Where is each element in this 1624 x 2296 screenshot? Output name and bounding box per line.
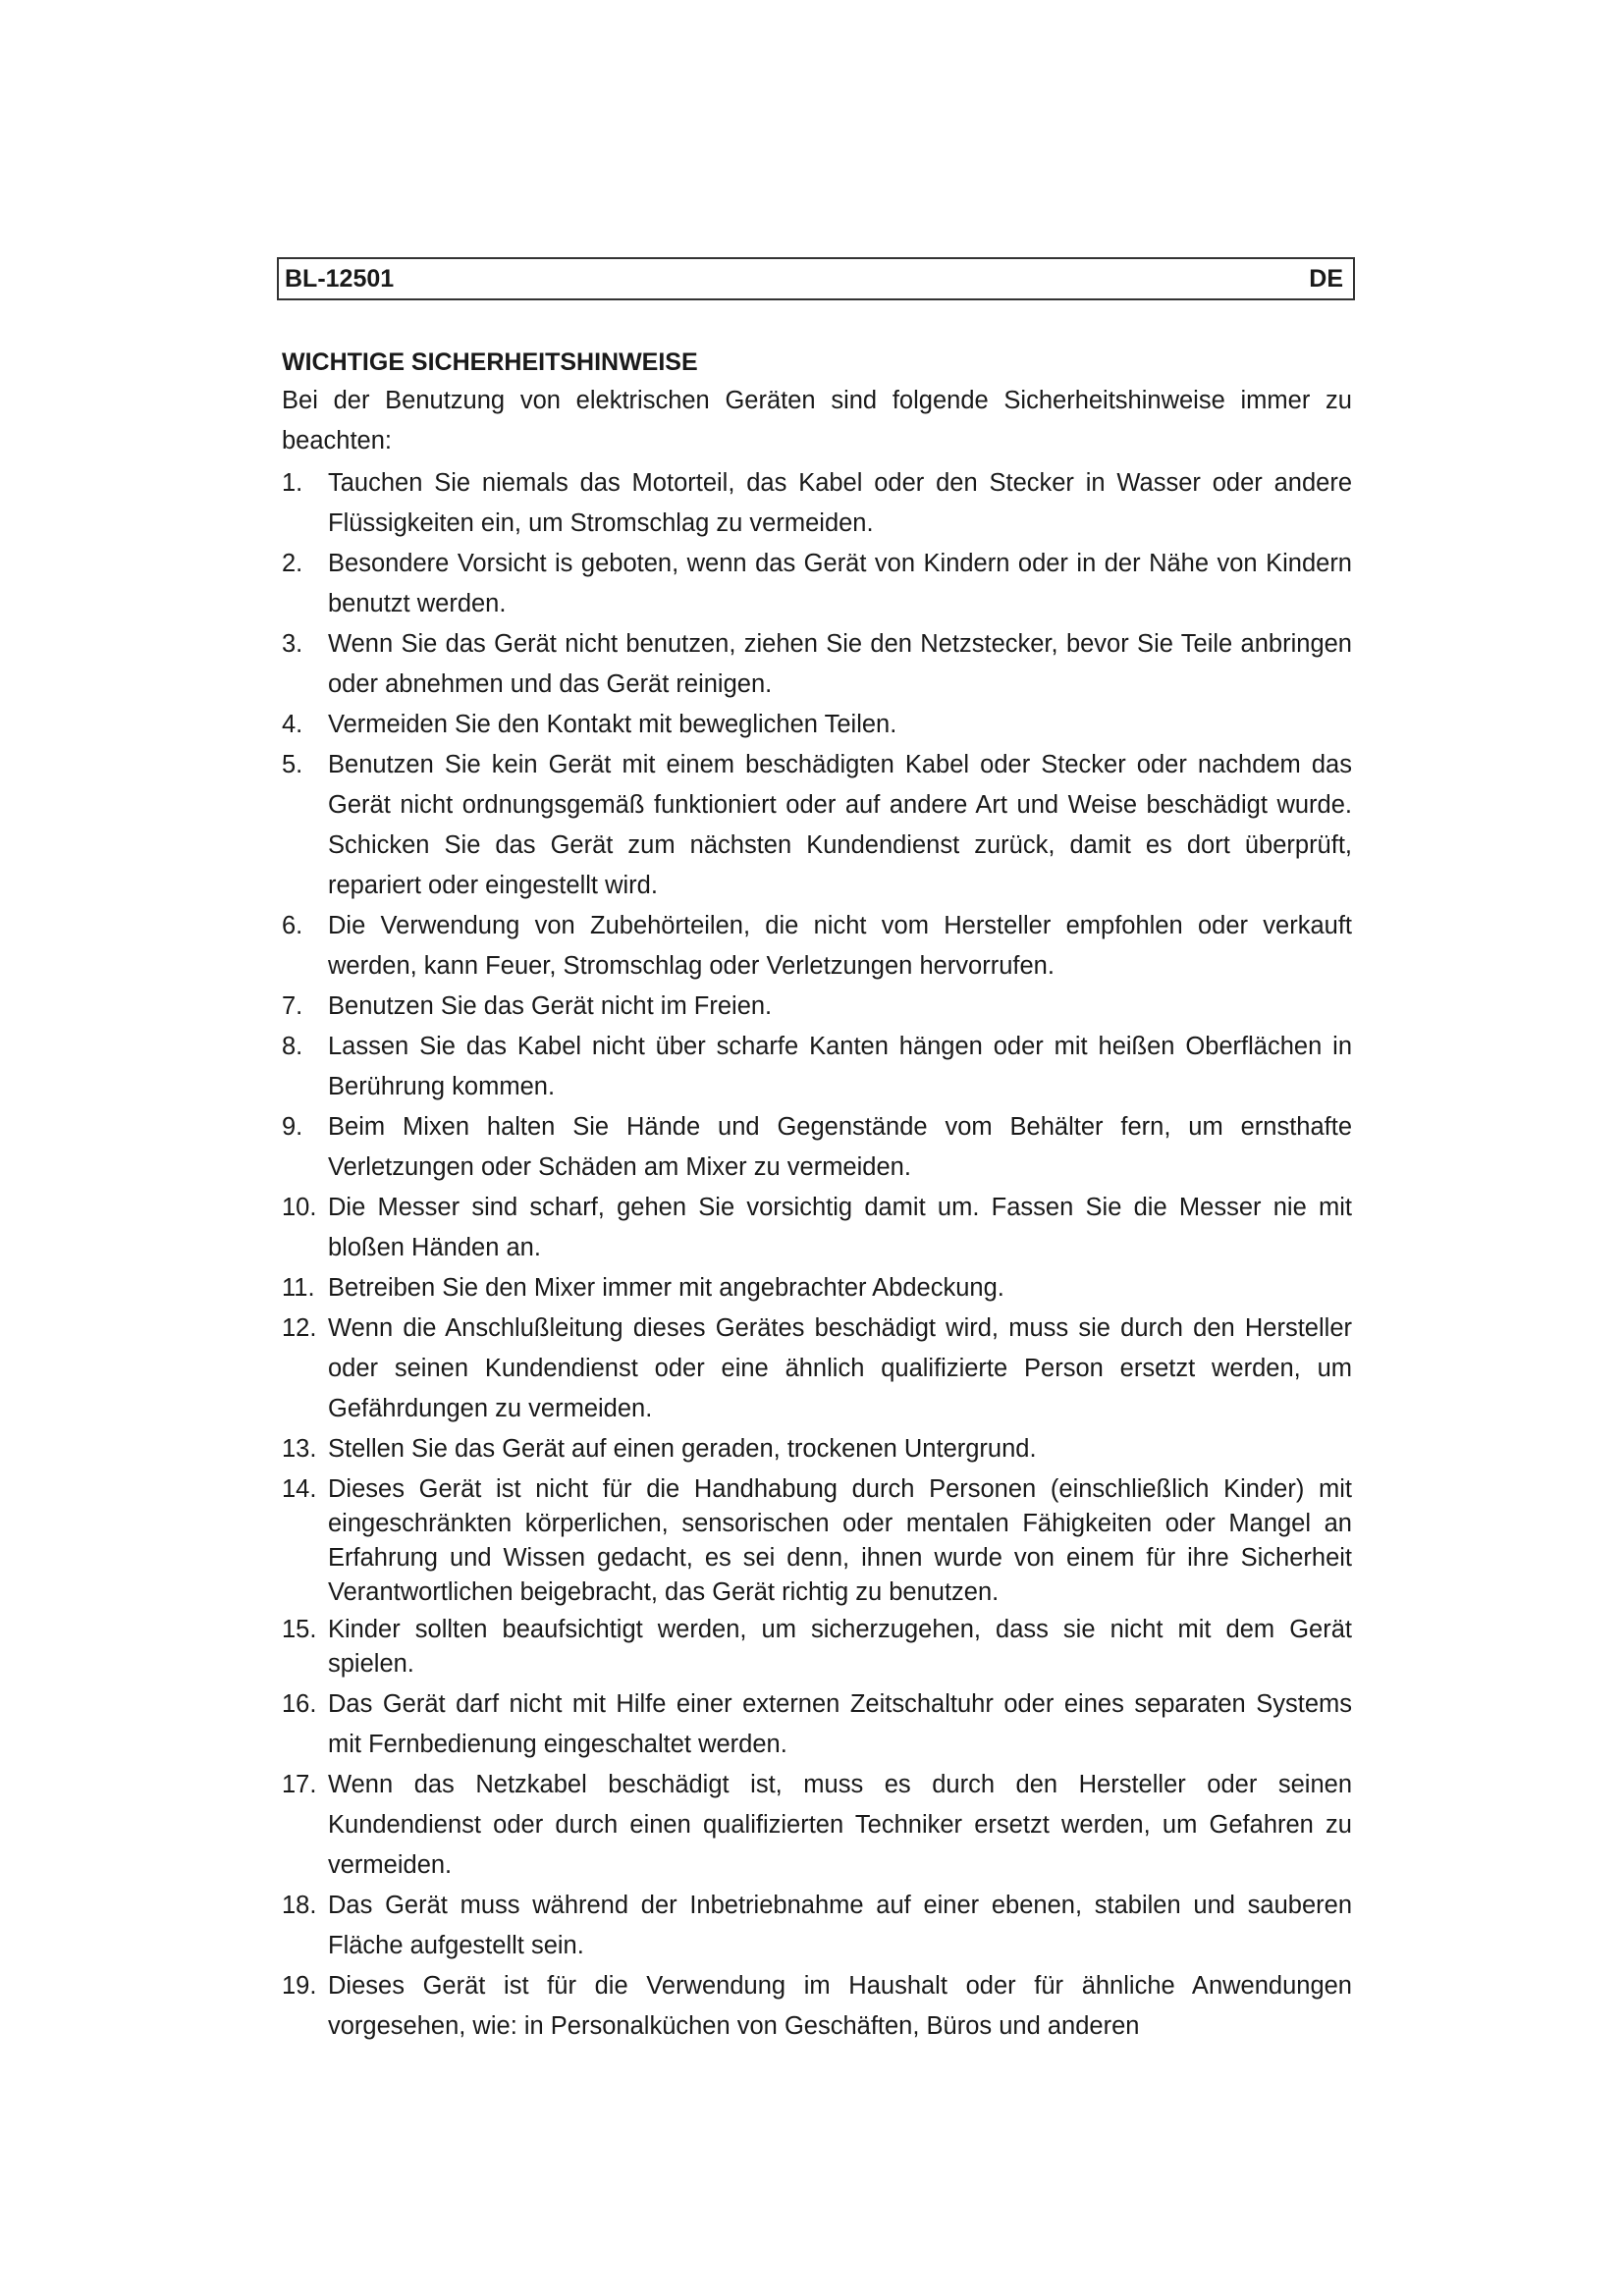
- item-text: Benutzen Sie kein Gerät mit einem beschädigten Kabel oder Stecker oder nachdem das Gerät nicht ordnungsgemäß funktioniert oder auf andere Art und Weise beschädigt wurde. Schicken Sie das Gerät zum nächsten Kundendienst zurück, damit es dort überprüft, repariert oder eingestellt wird.: [328, 751, 1352, 899]
- list-item: [282, 544, 1352, 624]
- item-number: 16.: [282, 1690, 317, 1718]
- item-text: Die Verwendung von Zubehörteilen, die nicht vom Hersteller empfohlen oder verkauft werden, kann Feuer, Stromschlag oder Verletzungen hervorrufen.: [328, 912, 1352, 980]
- section-intro: Bei der Benutzung von elektrischen Geräten sind folgende Sicherheitshinweise immer zu beachten:: [282, 387, 1352, 454]
- list-item: [282, 987, 1352, 1027]
- item-text: Die Messer sind scharf, gehen Sie vorsichtig damit um. Fassen Sie die Messer nie mit bloßen Händen an.: [328, 1194, 1352, 1261]
- item-number: 6.: [282, 912, 303, 939]
- document-header: [277, 257, 1355, 300]
- item-text: Wenn das Netzkabel beschädigt ist, muss es durch den Hersteller oder seinen Kundendienst oder durch einen qualifizierten Techniker ersetzt werden, um Gefahren zu vermeiden.: [328, 1771, 1352, 1879]
- item-number: 7.: [282, 992, 303, 1020]
- list-item: [282, 1107, 1352, 1188]
- item-number: 13.: [282, 1435, 317, 1463]
- list-item: [282, 463, 1352, 544]
- item-text: Beim Mixen halten Sie Hände und Gegenstände vom Behälter fern, um ernsthafte Verletzungen oder Schäden am Mixer zu vermeiden.: [328, 1113, 1352, 1181]
- item-number: 3.: [282, 630, 303, 658]
- model-number: BL-12501: [285, 264, 395, 293]
- item-number: 12.: [282, 1314, 317, 1342]
- list-item: [282, 1472, 1352, 1610]
- list-item: [282, 1429, 1352, 1469]
- item-number: 18.: [282, 1892, 317, 1919]
- safety-list: [282, 463, 1352, 2047]
- list-item: [282, 624, 1352, 705]
- list-item: [282, 1027, 1352, 1107]
- item-text: Besondere Vorsicht is geboten, wenn das Gerät von Kindern oder in der Nähe von Kindern benutzt werden.: [328, 550, 1352, 617]
- list-item: [282, 1886, 1352, 1966]
- item-number: 19.: [282, 1972, 317, 2000]
- section-title: WICHTIGE SICHERHEITSHINWEISE: [282, 348, 698, 376]
- item-number: 15.: [282, 1616, 317, 1643]
- item-text: Benutzen Sie das Gerät nicht im Freien.: [328, 992, 773, 1020]
- list-item: [282, 906, 1352, 987]
- list-item: [282, 1308, 1352, 1429]
- item-number: 11.: [282, 1274, 315, 1302]
- list-item: [282, 1966, 1352, 2047]
- list-item: [282, 705, 1352, 745]
- item-number: 4.: [282, 711, 303, 738]
- list-item: [282, 1188, 1352, 1268]
- safety-section: [282, 344, 1352, 2047]
- list-item: [282, 1268, 1352, 1308]
- item-text: Lassen Sie das Kabel nicht über scharfe Kanten hängen oder mit heißen Oberflächen in Berührung kommen.: [328, 1033, 1352, 1100]
- list-item: [282, 1684, 1352, 1765]
- item-number: 10.: [282, 1194, 317, 1221]
- item-text: Dieses Gerät ist für die Verwendung im Haushalt oder für ähnliche Anwendungen vorgesehen, wie: in Personalküchen von Geschäften, Büros und anderen: [328, 1972, 1352, 2040]
- item-text: Wenn die Anschlußleitung dieses Gerätes beschädigt wird, muss sie durch den Hersteller oder seinen Kundendienst oder eine ähnlich qualifizierte Person ersetzt werden, um Gefährdungen zu vermeiden.: [328, 1314, 1352, 1422]
- item-number: 2.: [282, 550, 303, 577]
- item-number: 5.: [282, 751, 303, 778]
- language-code: DE: [1309, 264, 1343, 293]
- item-text: Dieses Gerät ist nicht für die Handhabung durch Personen (einschließlich Kinder) mit eingeschränkten körperlichen, sensorischen oder mentalen Fähigkeiten oder Mangel an Erfahrung und Wissen gedacht, es sei denn, ihnen wurde von einem für ihre Sicherheit Verantwortlichen beigebracht, das Gerät richtig zu benutzen.: [328, 1475, 1352, 1606]
- list-item: [282, 1613, 1352, 1682]
- list-item: [282, 745, 1352, 906]
- item-number: 17.: [282, 1771, 317, 1798]
- item-text: Tauchen Sie niemals das Motorteil, das Kabel oder den Stecker in Wasser oder andere Flüssigkeiten ein, um Stromschlag zu vermeiden.: [328, 469, 1352, 537]
- item-number: 14.: [282, 1475, 317, 1503]
- item-number: 9.: [282, 1113, 303, 1141]
- item-text: Das Gerät darf nicht mit Hilfe einer externen Zeitschaltuhr oder eines separaten Systems mit Fernbedienung eingeschaltet werden.: [328, 1690, 1352, 1758]
- item-text: Wenn Sie das Gerät nicht benutzen, ziehen Sie den Netzstecker, bevor Sie Teile anbringen oder abnehmen und das Gerät reinigen.: [328, 630, 1352, 698]
- item-number: 1.: [282, 469, 303, 497]
- list-item: [282, 1765, 1352, 1886]
- item-number: 8.: [282, 1033, 303, 1060]
- item-text: Betreiben Sie den Mixer immer mit angebrachter Abdeckung.: [328, 1274, 1004, 1302]
- item-text: Das Gerät muss während der Inbetriebnahme auf einer ebenen, stabilen und sauberen Fläche aufgestellt sein.: [328, 1892, 1352, 1959]
- item-text: Vermeiden Sie den Kontakt mit beweglichen Teilen.: [328, 711, 897, 738]
- item-text: Stellen Sie das Gerät auf einen geraden, trockenen Untergrund.: [328, 1435, 1037, 1463]
- item-text: Kinder sollten beaufsichtigt werden, um sicherzugehen, dass sie nicht mit dem Gerät spielen.: [328, 1616, 1352, 1678]
